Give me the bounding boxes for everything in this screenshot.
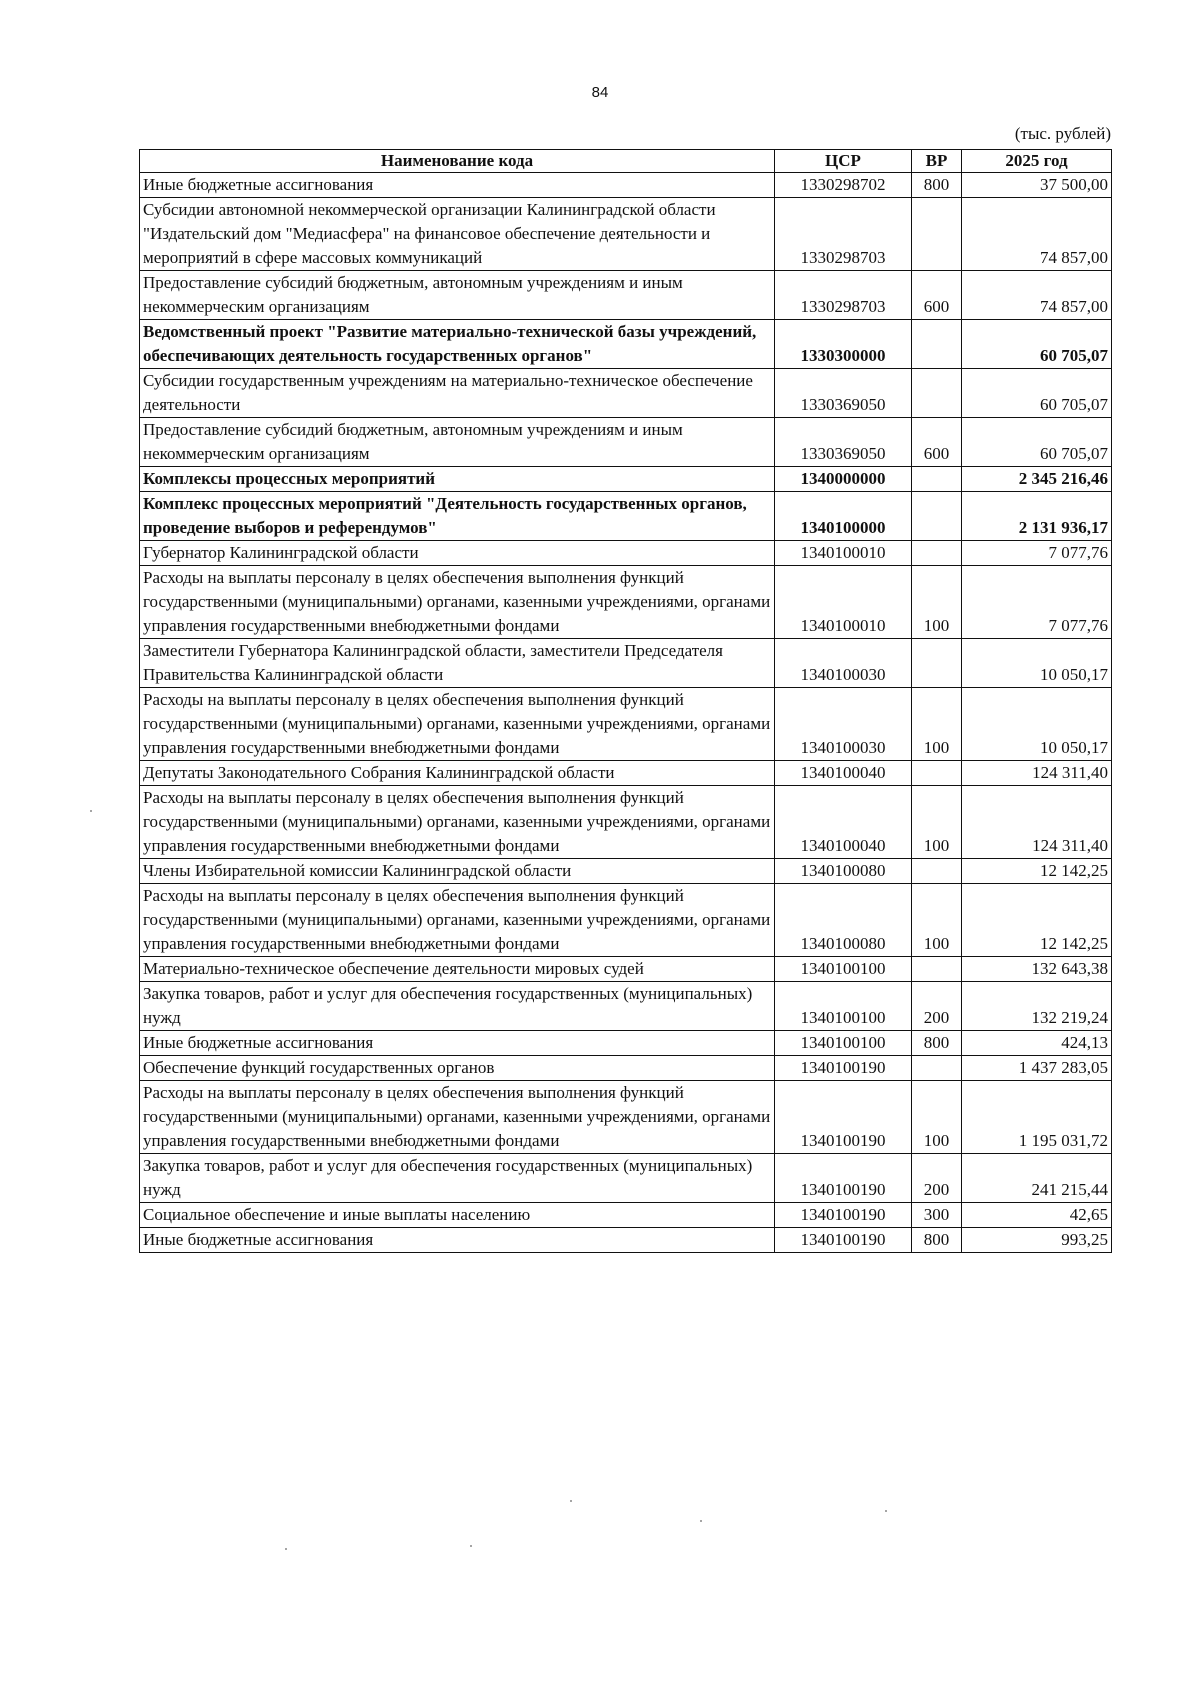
cell-amount: 2 345 216,46 — [962, 467, 1112, 492]
units-note: (тыс. рублей) — [1014, 124, 1111, 143]
table-row — [140, 1031, 1112, 1056]
cell-name: Расходы на выплаты персоналу в целях обеспечения выполнения функций государственными (муниципальными) органами, казенными учреждениями, органами управления государственными внебюджетными фондами — [140, 1081, 775, 1154]
cell-amount: 10 050,17 — [962, 639, 1112, 688]
cell-vr: 200 — [912, 982, 962, 1031]
cell-name: Социальное обеспечение и иные выплаты населению — [140, 1203, 775, 1228]
cell-amount: 424,13 — [962, 1031, 1112, 1056]
cell-csr: 1340100100 — [775, 1031, 912, 1056]
cell-amount: 42,65 — [962, 1203, 1112, 1228]
cell-vr: 800 — [912, 1031, 962, 1056]
table-header-row — [140, 150, 1112, 173]
cell-vr — [912, 957, 962, 982]
cell-vr: 600 — [912, 418, 962, 467]
cell-vr — [912, 859, 962, 884]
cell-amount: 132 219,24 — [962, 982, 1112, 1031]
cell-vr — [912, 761, 962, 786]
cell-csr: 1330298702 — [775, 173, 912, 198]
cell-name: Субсидии государственным учреждениям на материально-техническое обеспечение деятельности — [140, 369, 775, 418]
scan-speck — [90, 810, 92, 812]
scan-speck — [885, 1510, 887, 1512]
cell-amount: 60 705,07 — [962, 418, 1112, 467]
cell-name: Заместители Губернатора Калининградской области, заместители Председателя Правительства Калининградской области — [140, 639, 775, 688]
cell-name: Материально-техническое обеспечение деятельности мировых судей — [140, 957, 775, 982]
cell-csr: 1330298703 — [775, 271, 912, 320]
cell-amount: 124 311,40 — [962, 786, 1112, 859]
cell-vr — [912, 541, 962, 566]
cell-vr: 300 — [912, 1203, 962, 1228]
cell-name: Расходы на выплаты персоналу в целях обеспечения выполнения функций государственными (муниципальными) органами, казенными учреждениями, органами управления государственными внебюджетными фондами — [140, 786, 775, 859]
cell-csr: 1340100000 — [775, 492, 912, 541]
scan-speck — [700, 1520, 702, 1522]
table-row — [140, 1203, 1112, 1228]
cell-csr: 1340100190 — [775, 1056, 912, 1081]
table-row — [140, 320, 1112, 369]
cell-csr: 1340100100 — [775, 957, 912, 982]
cell-name: Обеспечение функций государственных органов — [140, 1056, 775, 1081]
table-row — [140, 566, 1112, 639]
header-amount: 2025 год — [962, 150, 1112, 173]
cell-amount: 7 077,76 — [962, 566, 1112, 639]
cell-name: Закупка товаров, работ и услуг для обеспечения государственных (муниципальных) нужд — [140, 982, 775, 1031]
table-row — [140, 957, 1112, 982]
cell-amount: 2 131 936,17 — [962, 492, 1112, 541]
cell-name: Депутаты Законодательного Собрания Калининградской области — [140, 761, 775, 786]
table-row — [140, 492, 1112, 541]
cell-csr: 1340100080 — [775, 884, 912, 957]
table-row — [140, 271, 1112, 320]
cell-csr: 1340100080 — [775, 859, 912, 884]
cell-csr: 1340100040 — [775, 786, 912, 859]
cell-amount: 12 142,25 — [962, 859, 1112, 884]
table-row — [140, 884, 1112, 957]
cell-amount: 60 705,07 — [962, 320, 1112, 369]
cell-vr — [912, 467, 962, 492]
cell-name: Иные бюджетные ассигнования — [140, 1031, 775, 1056]
cell-csr: 1340100010 — [775, 541, 912, 566]
cell-name: Комплексы процессных мероприятий — [140, 467, 775, 492]
table-row — [140, 198, 1112, 271]
table-row — [140, 1154, 1112, 1203]
header-name: Наименование кода — [140, 150, 775, 173]
cell-csr: 1340100190 — [775, 1154, 912, 1203]
cell-vr — [912, 1056, 962, 1081]
table-row — [140, 761, 1112, 786]
table-row — [140, 639, 1112, 688]
cell-name: Расходы на выплаты персоналу в целях обеспечения выполнения функций государственными (муниципальными) органами, казенными учреждениями, органами управления государственными внебюджетными фондами — [140, 566, 775, 639]
table-row — [140, 982, 1112, 1031]
cell-vr — [912, 492, 962, 541]
table-row — [140, 859, 1112, 884]
cell-name: Закупка товаров, работ и услуг для обеспечения государственных (муниципальных) нужд — [140, 1154, 775, 1203]
cell-name: Иные бюджетные ассигнования — [140, 1228, 775, 1253]
table-row — [140, 1081, 1112, 1154]
cell-vr: 800 — [912, 173, 962, 198]
cell-vr: 100 — [912, 1081, 962, 1154]
cell-vr: 100 — [912, 688, 962, 761]
cell-amount: 132 643,38 — [962, 957, 1112, 982]
cell-csr: 1340100040 — [775, 761, 912, 786]
cell-name: Расходы на выплаты персоналу в целях обеспечения выполнения функций государственными (муниципальными) органами, казенными учреждениями, органами управления государственными внебюджетными фондами — [140, 688, 775, 761]
cell-amount: 60 705,07 — [962, 369, 1112, 418]
cell-vr — [912, 369, 962, 418]
cell-csr: 1330300000 — [775, 320, 912, 369]
page-number: 84 — [591, 84, 609, 101]
cell-csr: 1340100030 — [775, 639, 912, 688]
cell-csr: 1340000000 — [775, 467, 912, 492]
scan-speck — [285, 1548, 287, 1550]
cell-csr: 1330298703 — [775, 198, 912, 271]
cell-amount: 124 311,40 — [962, 761, 1112, 786]
cell-csr: 1330369050 — [775, 369, 912, 418]
cell-amount: 241 215,44 — [962, 1154, 1112, 1203]
cell-csr: 1340100190 — [775, 1203, 912, 1228]
cell-amount: 1 195 031,72 — [962, 1081, 1112, 1154]
scan-speck — [470, 1545, 472, 1547]
table-row — [140, 688, 1112, 761]
cell-vr: 600 — [912, 271, 962, 320]
cell-vr: 200 — [912, 1154, 962, 1203]
cell-amount: 1 437 283,05 — [962, 1056, 1112, 1081]
cell-vr: 100 — [912, 566, 962, 639]
table-row — [140, 173, 1112, 198]
cell-name: Комплекс процессных мероприятий "Деятельность государственных органов, проведение выборов и референдумов" — [140, 492, 775, 541]
cell-csr: 1330369050 — [775, 418, 912, 467]
cell-csr: 1340100100 — [775, 982, 912, 1031]
cell-name: Губернатор Калининградской области — [140, 541, 775, 566]
cell-name: Предоставление субсидий бюджетным, автономным учреждениям и иным некоммерческим организациям — [140, 418, 775, 467]
cell-name: Иные бюджетные ассигнования — [140, 173, 775, 198]
cell-name: Ведомственный проект "Развитие материально-технической базы учреждений, обеспечивающих деятельность государственных органов" — [140, 320, 775, 369]
cell-name: Предоставление субсидий бюджетным, автономным учреждениям и иным некоммерческим организациям — [140, 271, 775, 320]
cell-name: Расходы на выплаты персоналу в целях обеспечения выполнения функций государственными (муниципальными) органами, казенными учреждениями, органами управления государственными внебюджетными фондами — [140, 884, 775, 957]
table-row — [140, 1228, 1112, 1253]
cell-vr — [912, 320, 962, 369]
cell-amount: 74 857,00 — [962, 198, 1112, 271]
cell-csr: 1340100190 — [775, 1228, 912, 1253]
table-row — [140, 786, 1112, 859]
cell-name: Субсидии автономной некоммерческой организации Калининградской области "Издательский дом "Медиасфера" на финансовое обеспечение деятельности и мероприятий в сфере массовых коммуникаций — [140, 198, 775, 271]
table-row — [140, 541, 1112, 566]
cell-vr: 100 — [912, 884, 962, 957]
scan-speck — [570, 1500, 572, 1502]
table-body — [140, 173, 1112, 1253]
table-row — [140, 418, 1112, 467]
cell-csr: 1340100030 — [775, 688, 912, 761]
header-vr: ВР — [912, 150, 962, 173]
table-row — [140, 467, 1112, 492]
table-row — [140, 1056, 1112, 1081]
cell-vr: 100 — [912, 786, 962, 859]
header-csr: ЦСР — [775, 150, 912, 173]
cell-name: Члены Избирательной комиссии Калининградской области — [140, 859, 775, 884]
cell-vr — [912, 639, 962, 688]
cell-amount: 37 500,00 — [962, 173, 1112, 198]
cell-csr: 1340100190 — [775, 1081, 912, 1154]
cell-amount: 12 142,25 — [962, 884, 1112, 957]
cell-amount: 74 857,00 — [962, 271, 1112, 320]
cell-amount: 993,25 — [962, 1228, 1112, 1253]
table-row — [140, 369, 1112, 418]
cell-amount: 7 077,76 — [962, 541, 1112, 566]
cell-vr: 800 — [912, 1228, 962, 1253]
cell-vr — [912, 198, 962, 271]
cell-amount: 10 050,17 — [962, 688, 1112, 761]
budget-table — [139, 149, 1112, 1253]
cell-csr: 1340100010 — [775, 566, 912, 639]
